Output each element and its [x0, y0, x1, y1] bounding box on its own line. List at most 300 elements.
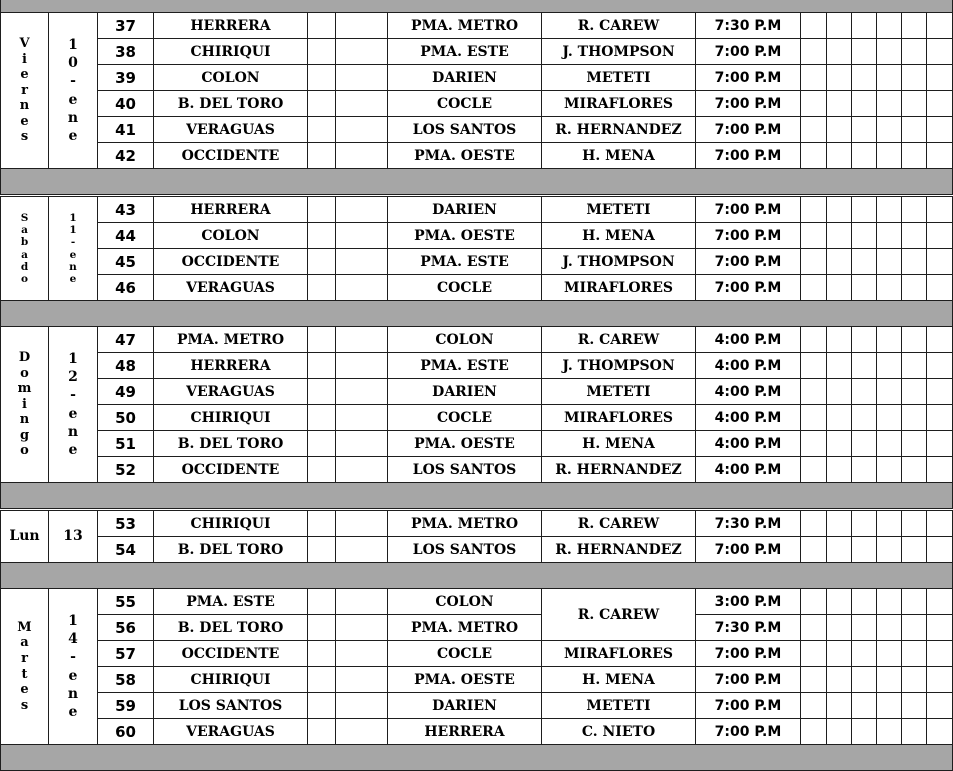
blank-cell[interactable] [800, 614, 827, 641]
blank-cell[interactable] [876, 718, 902, 745]
blank-cell[interactable] [926, 116, 953, 143]
blank-cell[interactable] [800, 352, 827, 379]
game-time: 7:00 P.M [695, 38, 801, 65]
home-team: VERAGUAS [153, 116, 308, 143]
day-letter: M [17, 619, 32, 635]
away-score[interactable] [335, 718, 388, 745]
day-letter: o [20, 272, 28, 285]
date-char: e [68, 127, 78, 144]
blank-cell[interactable] [901, 666, 927, 693]
blank-cell[interactable] [826, 378, 852, 405]
blank-cell[interactable] [851, 326, 877, 353]
home-score[interactable] [307, 666, 336, 693]
blank-cell[interactable] [901, 222, 927, 249]
blank-cell[interactable] [876, 274, 902, 301]
blank-cell[interactable] [851, 718, 877, 745]
blank-cell[interactable] [901, 196, 927, 223]
game-number: 51 [97, 430, 154, 457]
blank-cell[interactable] [876, 510, 902, 537]
blank-cell[interactable] [826, 588, 852, 615]
blank-cell[interactable] [876, 248, 902, 275]
game-time: 7:00 P.M [695, 142, 801, 169]
blank-cell[interactable] [800, 90, 827, 117]
date-char: - [70, 236, 76, 249]
blank-cell[interactable] [926, 718, 953, 745]
home-team: CHIRIQUI [153, 510, 308, 537]
away-score[interactable] [335, 222, 388, 249]
blank-cell[interactable] [826, 248, 852, 275]
blank-cell[interactable] [926, 222, 953, 249]
blank-cell[interactable] [826, 666, 852, 693]
blank-cell[interactable] [826, 456, 852, 483]
day-letter: m [17, 381, 32, 397]
blank-cell[interactable] [926, 142, 953, 169]
day-letter: r [21, 82, 28, 98]
home-score[interactable] [307, 38, 336, 65]
away-team: PMA. ESTE [387, 38, 542, 65]
blank-cell[interactable] [851, 142, 877, 169]
date-cell: 13 [48, 510, 98, 563]
blank-cell[interactable] [901, 456, 927, 483]
blank-cell[interactable] [826, 116, 852, 143]
away-team: COLON [387, 326, 542, 353]
date-char: - [70, 387, 76, 404]
blank-cell[interactable] [926, 588, 953, 615]
home-score[interactable] [307, 718, 336, 745]
game-number: 54 [97, 536, 154, 563]
blank-cell[interactable] [876, 222, 902, 249]
blank-cell[interactable] [851, 588, 877, 615]
away-score[interactable] [335, 326, 388, 353]
away-score[interactable] [335, 536, 388, 563]
blank-cell[interactable] [876, 536, 902, 563]
away-score[interactable] [335, 430, 388, 457]
game-time: 7:30 P.M [695, 12, 801, 39]
blank-cell[interactable] [876, 666, 902, 693]
game-number: 45 [97, 248, 154, 275]
blank-cell[interactable] [851, 352, 877, 379]
home-score[interactable] [307, 222, 336, 249]
away-team: PMA. OESTE [387, 430, 542, 457]
blank-cell[interactable] [926, 510, 953, 537]
separator-row [0, 562, 953, 589]
blank-cell[interactable] [851, 274, 877, 301]
blank-cell[interactable] [901, 248, 927, 275]
home-team: HERRERA [153, 196, 308, 223]
date-char: 4 [68, 631, 78, 648]
blank-cell[interactable] [901, 38, 927, 65]
blank-cell[interactable] [901, 536, 927, 563]
game-number: 46 [97, 274, 154, 301]
home-score[interactable] [307, 536, 336, 563]
blank-cell[interactable] [851, 38, 877, 65]
away-score[interactable] [335, 588, 388, 615]
blank-cell[interactable] [926, 248, 953, 275]
home-team: COLON [153, 64, 308, 91]
blank-cell[interactable] [826, 12, 852, 39]
blank-cell[interactable] [826, 274, 852, 301]
blank-cell[interactable] [800, 12, 827, 39]
away-team: COCLE [387, 404, 542, 431]
separator-row [0, 300, 953, 327]
blank-cell[interactable] [851, 640, 877, 667]
away-score[interactable] [335, 248, 388, 275]
home-score[interactable] [307, 588, 336, 615]
away-score[interactable] [335, 692, 388, 719]
blank-cell[interactable] [826, 692, 852, 719]
blank-cell[interactable] [826, 326, 852, 353]
home-score[interactable] [307, 352, 336, 379]
blank-cell[interactable] [876, 116, 902, 143]
away-score[interactable] [335, 352, 388, 379]
blank-cell[interactable] [826, 404, 852, 431]
blank-cell[interactable] [901, 692, 927, 719]
date-char: e [68, 703, 78, 720]
blank-cell[interactable] [800, 536, 827, 563]
away-team: LOS SANTOS [387, 536, 542, 563]
blank-cell[interactable] [800, 274, 827, 301]
blank-cell[interactable] [926, 64, 953, 91]
stadium: R. HERNANDEZ [541, 536, 696, 563]
home-team: B. DEL TORO [153, 536, 308, 563]
stadium: H. MENA [541, 222, 696, 249]
blank-cell[interactable] [800, 64, 827, 91]
date-char: 0 [68, 55, 78, 72]
day-label-cell [0, 588, 49, 745]
blank-cell[interactable] [851, 90, 877, 117]
away-score[interactable] [335, 404, 388, 431]
date-char: 1 [68, 36, 78, 53]
blank-cell[interactable] [901, 274, 927, 301]
blank-cell[interactable] [826, 222, 852, 249]
home-team: OCCIDENTE [153, 640, 308, 667]
game-number: 55 [97, 588, 154, 615]
game-time: 4:00 P.M [695, 326, 801, 353]
home-score[interactable] [307, 510, 336, 537]
blank-cell[interactable] [901, 378, 927, 405]
blank-cell[interactable] [826, 196, 852, 223]
game-time: 4:00 P.M [695, 430, 801, 457]
game-time: 4:00 P.M [695, 378, 801, 405]
stadium: H. MENA [541, 142, 696, 169]
stadium: H. MENA [541, 666, 696, 693]
game-number: 49 [97, 378, 154, 405]
home-score[interactable] [307, 116, 336, 143]
home-team: CHIRIQUI [153, 38, 308, 65]
blank-cell[interactable] [851, 378, 877, 405]
blank-cell[interactable] [851, 430, 877, 457]
date-char: e [69, 272, 77, 285]
blank-cell[interactable] [851, 64, 877, 91]
blank-cell[interactable] [800, 378, 827, 405]
away-score[interactable] [335, 64, 388, 91]
blank-cell[interactable] [826, 536, 852, 563]
home-team: VERAGUAS [153, 378, 308, 405]
day-letter: s [20, 697, 29, 713]
blank-cell[interactable] [800, 588, 827, 615]
blank-cell[interactable] [876, 326, 902, 353]
blank-cell[interactable] [901, 614, 927, 641]
away-team: PMA. OESTE [387, 142, 542, 169]
day-letter: s [20, 129, 29, 145]
blank-cell[interactable] [800, 38, 827, 65]
day-letter: r [21, 650, 28, 666]
blank-cell[interactable] [826, 614, 852, 641]
blank-cell[interactable] [901, 326, 927, 353]
date-cell [48, 12, 98, 169]
blank-cell[interactable] [851, 666, 877, 693]
away-score[interactable] [335, 456, 388, 483]
blank-cell[interactable] [901, 352, 927, 379]
game-time: 4:00 P.M [695, 456, 801, 483]
blank-cell[interactable] [876, 352, 902, 379]
day-letter: i [22, 51, 27, 67]
separator-row [0, 168, 953, 195]
blank-cell[interactable] [851, 222, 877, 249]
blank-cell[interactable] [901, 116, 927, 143]
blank-cell[interactable] [800, 692, 827, 719]
day-letter: n [19, 412, 30, 428]
blank-cell[interactable] [851, 510, 877, 537]
away-score[interactable] [335, 274, 388, 301]
blank-cell[interactable] [926, 38, 953, 65]
blank-cell[interactable] [901, 510, 927, 537]
home-score[interactable] [307, 142, 336, 169]
blank-cell[interactable] [826, 90, 852, 117]
blank-cell[interactable] [926, 196, 953, 223]
game-time: 3:00 P.M [695, 588, 801, 615]
blank-cell[interactable] [926, 274, 953, 301]
blank-cell[interactable] [800, 640, 827, 667]
blank-cell[interactable] [876, 640, 902, 667]
stadium: MIRAFLORES [541, 274, 696, 301]
home-score[interactable] [307, 64, 336, 91]
game-time: 7:00 P.M [695, 640, 801, 667]
blank-cell[interactable] [851, 248, 877, 275]
blank-cell[interactable] [901, 404, 927, 431]
stadium: C. NIETO [541, 718, 696, 745]
away-team: DARIEN [387, 64, 542, 91]
blank-cell[interactable] [851, 196, 877, 223]
home-score[interactable] [307, 456, 336, 483]
blank-cell[interactable] [800, 116, 827, 143]
home-score[interactable] [307, 326, 336, 353]
home-team: PMA. METRO [153, 326, 308, 353]
home-score[interactable] [307, 430, 336, 457]
game-number: 58 [97, 666, 154, 693]
blank-cell[interactable] [876, 64, 902, 91]
blank-cell[interactable] [876, 692, 902, 719]
blank-cell[interactable] [851, 536, 877, 563]
stadium: MIRAFLORES [541, 640, 696, 667]
game-time: 7:00 P.M [695, 274, 801, 301]
away-team: DARIEN [387, 196, 542, 223]
stadium: METETI [541, 692, 696, 719]
blank-cell[interactable] [800, 404, 827, 431]
stadium: MIRAFLORES [541, 90, 696, 117]
blank-cell[interactable] [926, 12, 953, 39]
blank-cell[interactable] [876, 588, 902, 615]
away-team: PMA. OESTE [387, 222, 542, 249]
blank-cell[interactable] [876, 38, 902, 65]
away-score[interactable] [335, 90, 388, 117]
game-number: 38 [97, 38, 154, 65]
blank-cell[interactable] [826, 640, 852, 667]
blank-cell[interactable] [926, 90, 953, 117]
blank-cell[interactable] [901, 64, 927, 91]
blank-cell[interactable] [800, 248, 827, 275]
game-time: 7:30 P.M [695, 510, 801, 537]
home-team: OCCIDENTE [153, 456, 308, 483]
blank-cell[interactable] [901, 718, 927, 745]
away-team: PMA. OESTE [387, 666, 542, 693]
blank-cell[interactable] [926, 692, 953, 719]
day-letter: a [21, 224, 28, 237]
game-time: 7:30 P.M [695, 614, 801, 641]
stadium: R. CAREW [541, 12, 696, 39]
blank-cell[interactable] [926, 614, 953, 641]
date-char: e [68, 405, 78, 422]
stadium: R. HERNANDEZ [541, 116, 696, 143]
blank-cell[interactable] [851, 456, 877, 483]
stadium: J. THOMPSON [541, 248, 696, 275]
home-score[interactable] [307, 12, 336, 39]
blank-cell[interactable] [851, 404, 877, 431]
home-score[interactable] [307, 248, 336, 275]
blank-cell[interactable] [826, 718, 852, 745]
home-score[interactable] [307, 90, 336, 117]
blank-cell[interactable] [926, 326, 953, 353]
blank-cell[interactable] [800, 718, 827, 745]
blank-cell[interactable] [876, 456, 902, 483]
blank-cell[interactable] [926, 404, 953, 431]
away-score[interactable] [335, 116, 388, 143]
blank-cell[interactable] [876, 614, 902, 641]
home-team: VERAGUAS [153, 718, 308, 745]
away-score[interactable] [335, 196, 388, 223]
home-score[interactable] [307, 274, 336, 301]
date-char: n [67, 423, 79, 440]
blank-cell[interactable] [826, 510, 852, 537]
game-number: 37 [97, 12, 154, 39]
blank-cell[interactable] [851, 692, 877, 719]
blank-cell[interactable] [926, 456, 953, 483]
blank-cell[interactable] [826, 430, 852, 457]
away-score[interactable] [335, 378, 388, 405]
game-number: 39 [97, 64, 154, 91]
home-score[interactable] [307, 196, 336, 223]
game-number: 41 [97, 116, 154, 143]
blank-cell[interactable] [901, 640, 927, 667]
blank-cell[interactable] [876, 196, 902, 223]
home-team: CHIRIQUI [153, 666, 308, 693]
away-score[interactable] [335, 510, 388, 537]
home-score[interactable] [307, 614, 336, 641]
blank-cell[interactable] [926, 430, 953, 457]
blank-cell[interactable] [851, 12, 877, 39]
date-char: 2 [68, 369, 78, 386]
away-score[interactable] [335, 666, 388, 693]
date-char: 1 [69, 212, 77, 225]
blank-cell[interactable] [851, 116, 877, 143]
home-team: PMA. ESTE [153, 588, 308, 615]
home-score[interactable] [307, 692, 336, 719]
blank-cell[interactable] [901, 430, 927, 457]
blank-cell[interactable] [926, 640, 953, 667]
blank-cell[interactable] [901, 588, 927, 615]
blank-cell[interactable] [876, 12, 902, 39]
stadium: MIRAFLORES [541, 404, 696, 431]
game-number: 52 [97, 456, 154, 483]
blank-cell[interactable] [800, 430, 827, 457]
day-label-cell [0, 12, 49, 169]
away-team: PMA. ESTE [387, 248, 542, 275]
date-char: e [69, 248, 77, 261]
home-score[interactable] [307, 378, 336, 405]
blank-cell[interactable] [800, 196, 827, 223]
date-char: - [70, 73, 76, 90]
blank-cell[interactable] [876, 378, 902, 405]
blank-cell[interactable] [800, 666, 827, 693]
blank-cell[interactable] [851, 614, 877, 641]
blank-cell[interactable] [876, 142, 902, 169]
home-team: CHIRIQUI [153, 404, 308, 431]
day-letter: D [18, 349, 31, 365]
stadium: R. HERNANDEZ [541, 456, 696, 483]
home-score[interactable] [307, 640, 336, 667]
game-number: 50 [97, 404, 154, 431]
day-letter: g [19, 427, 30, 443]
blank-cell[interactable] [926, 536, 953, 563]
date-char: n [67, 109, 79, 126]
game-time: 7:00 P.M [695, 90, 801, 117]
away-score[interactable] [335, 614, 388, 641]
blank-cell[interactable] [901, 12, 927, 39]
game-number: 59 [97, 692, 154, 719]
away-team: PMA. METRO [387, 510, 542, 537]
date-cell [48, 588, 98, 745]
day-label-cell: Lun [0, 510, 49, 563]
game-number: 47 [97, 326, 154, 353]
blank-cell[interactable] [876, 404, 902, 431]
blank-cell[interactable] [901, 90, 927, 117]
blank-cell[interactable] [876, 430, 902, 457]
blank-cell[interactable] [826, 64, 852, 91]
blank-cell[interactable] [926, 378, 953, 405]
blank-cell[interactable] [800, 222, 827, 249]
date-cell [48, 196, 98, 301]
day-letter: a [20, 635, 29, 651]
blank-cell[interactable] [826, 352, 852, 379]
blank-cell[interactable] [800, 456, 827, 483]
blank-cell[interactable] [826, 38, 852, 65]
blank-cell[interactable] [800, 510, 827, 537]
home-score[interactable] [307, 404, 336, 431]
day-letter: t [21, 666, 28, 682]
blank-cell[interactable] [876, 90, 902, 117]
away-score[interactable] [335, 142, 388, 169]
away-score[interactable] [335, 38, 388, 65]
away-score[interactable] [335, 640, 388, 667]
blank-cell[interactable] [926, 352, 953, 379]
away-score[interactable] [335, 12, 388, 39]
stadium: METETI [541, 64, 696, 91]
blank-cell[interactable] [800, 142, 827, 169]
blank-cell[interactable] [800, 326, 827, 353]
blank-cell[interactable] [826, 142, 852, 169]
blank-cell[interactable] [901, 142, 927, 169]
blank-cell[interactable] [926, 666, 953, 693]
